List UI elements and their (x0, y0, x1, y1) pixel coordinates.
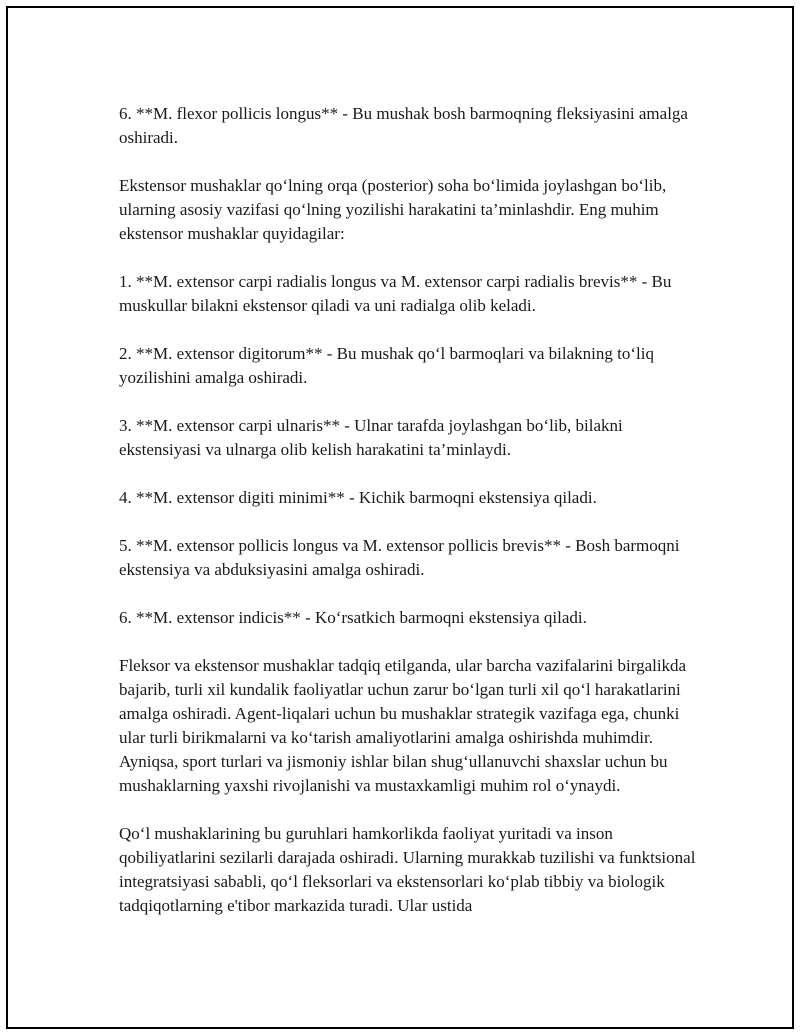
paragraph-muscle-groups-conclusion: Qo‘l mushaklarining bu guruhlari hamkorlikda faoliyat yuritadi va inson qobiliyatlarini sezilarli darajada oshiradi. Ularning murakkab tuzilishi va funktsional integratsiyasi sababli, qo‘l fleksorlari va ekstensorlari ko‘plab tibbiy va biologik tadqiqotlarning e'tibor markazida turadi. Ular ustida (119, 824, 696, 915)
paragraph-extensor-pollicis: 5. **M. extensor pollicis longus va M. extensor pollicis brevis** - Bosh barmoqni ekstensiya va abduksiyasini amalga oshiradi. (119, 536, 680, 579)
page-frame (6, 6, 794, 1029)
paragraph-extensor-intro: Ekstensor mushaklar qo‘lning orqa (posterior) soha bo‘limida joylashgan bo‘lib, ularning asosiy vazifasi qo‘lning yozilishi harakatini ta’minlashdir. Eng muhim ekstensor mushaklar quyidagilar: (119, 176, 667, 243)
paragraph-extensor-digitorum: 2. **M. extensor digitorum** - Bu mushak qo‘l barmoqlari va bilakning to‘liq yozilishini amalga oshiradi. (119, 344, 654, 387)
paragraph-extensor-digiti-minimi: 4. **M. extensor digiti minimi** - Kichik barmoqni ekstensiya qiladi. (119, 488, 597, 507)
paragraph-flexor-extensor-summary: Fleksor va ekstensor mushaklar tadqiq etilganda, ular barcha vazifalarini birgalikda bajarib, turli xil kundalik faoliyatlar uchun zarur bo‘lgan turli xil qo‘l harakatlarini amalga oshiradi. Agent-liqalari uchun bu mushaklar strategik vazifaga ega, chunki ular turli birikmalarni va ko‘tarish amaliyotlarini amalga oshirishda muhimdir. Ayniqsa, sport turlari va jismoniy ishlar bilan shug‘ullanuvchi shaxslar uchun bu mushaklarning yaxshi rivojlanishi va mustaxkamligi muhim rol o‘ynaydi. (119, 656, 687, 795)
paragraph-flexor-pollicis-longus: 6. **M. flexor pollicis longus** - Bu mushak bosh barmoqning fleksiyasini amalga oshiradi. (119, 104, 688, 147)
paragraph-extensor-carpi-ulnaris: 3. **M. extensor carpi ulnaris** - Ulnar tarafda joylashgan bo‘lib, bilakni ekstensiyasi va ulnarga olib kelish harakatini ta’minlaydi. (119, 416, 623, 459)
paragraph-extensor-indicis: 6. **M. extensor indicis** - Ko‘rsatkich barmoqni ekstensiya qiladi. (119, 608, 587, 627)
document-body (119, 102, 699, 918)
paragraph-extensor-carpi-radialis: 1. **M. extensor carpi radialis longus va M. extensor carpi radialis brevis** - Bu muskullar bilakni ekstensor qiladi va uni radialga olib keladi. (119, 272, 672, 315)
